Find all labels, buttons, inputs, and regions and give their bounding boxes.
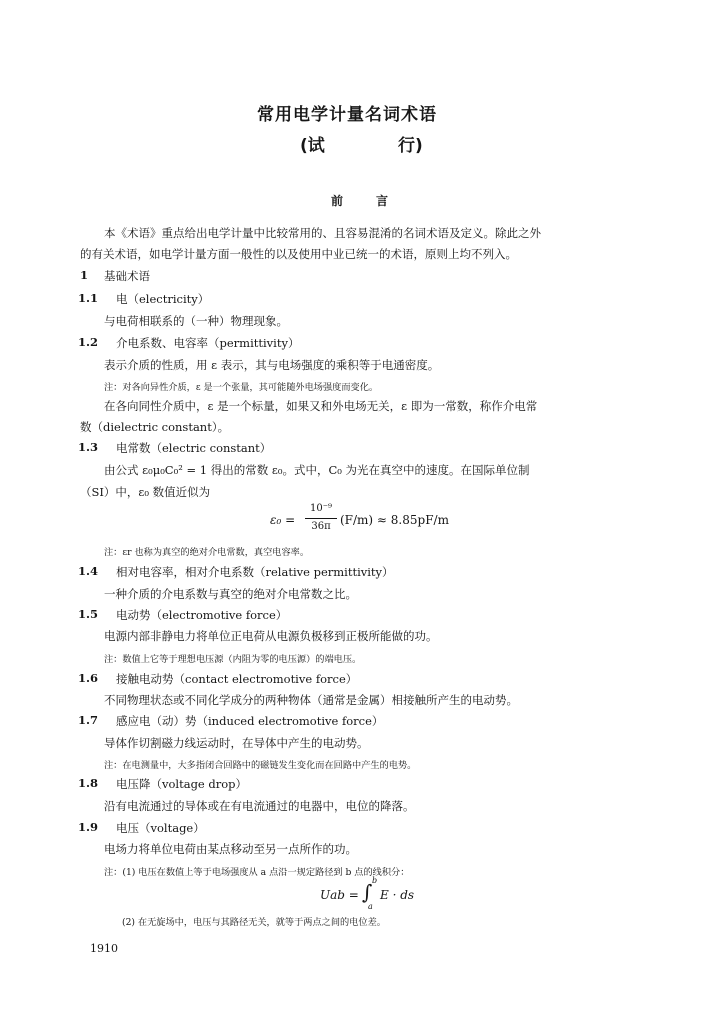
- item-number: 1.2: [78, 335, 99, 349]
- item-term: 相对电容率，相对介电系数（relative permittivity）: [116, 565, 394, 579]
- item-note: 注：在电测量中，大多指闭合回路中的磁链发生变化而在回路中产生的电势。: [104, 760, 417, 771]
- fraction-bar: [305, 518, 337, 519]
- item-number: 1.1: [78, 291, 99, 305]
- item-definition: 电源内部非静电力将单位正电荷从电源负极移到正极所能做的功。: [104, 629, 438, 643]
- item-definition: 沿有电流通过的导体或在有电流通过的电器中，电位的降落。: [104, 799, 415, 813]
- item-number: 1.6: [78, 671, 99, 685]
- preface-heading: 前 言: [331, 194, 392, 208]
- item-number: 1.7: [78, 713, 99, 727]
- formula-rhs: (F/m) ≈ 8.85pF/m: [340, 513, 449, 527]
- formula-denominator: 36π: [311, 521, 331, 532]
- item-definition: 数（dielectric constant）。: [80, 420, 230, 434]
- item-number: 1.5: [78, 607, 99, 621]
- integrand: E · ds: [380, 888, 415, 902]
- item-definition: （SI）中，ε₀ 数值近似为: [80, 485, 211, 499]
- subtitle-right: 行): [398, 136, 423, 156]
- item-definition: 导体作切割磁力线运动时，在导体中产生的电动势。: [104, 736, 369, 750]
- item-note: 注：(1) 电压在数值上等于电场强度从 a 点沿一规定路径到 b 点的线积分：: [104, 867, 410, 878]
- item-definition: 与电荷相联系的（一种）物理现象。: [104, 314, 288, 328]
- item-note: 注：数值上它等于理想电压源（内阻为零的电压源）的端电压。: [104, 654, 362, 665]
- item-term: 接触电动势（contact electromotive force）: [116, 672, 358, 686]
- item-term: 电常数（electric constant）: [116, 441, 272, 455]
- item-term: 电压降（voltage drop）: [116, 777, 248, 791]
- item-definition: 在各向同性介质中，ε 是一个标量，如果又和外电场无关，ε 即为一常数，称作介电常: [104, 399, 538, 413]
- item-note: 注：对各向异性介质，ε 是一个张量，其可能随外电场强度而变化。: [104, 382, 379, 393]
- item-number: 1.4: [78, 564, 99, 578]
- document-title: 常用电学计量名词术语: [257, 105, 437, 125]
- integral-lower-limit: a: [368, 902, 373, 911]
- preface-line-1: 本《术语》重点给出电学计量中比较常用的、且容易混淆的名词术语及定义。除此之外: [104, 226, 541, 240]
- item-term: 电动势（electromotive force）: [116, 608, 288, 622]
- item-number: 1.3: [78, 440, 99, 454]
- item-term: 感应电（动）势（induced electromotive force）: [116, 714, 384, 728]
- item-note: 注：εr 也称为真空的绝对介电常数，真空电容率。: [104, 547, 310, 558]
- section-label: 基础术语: [104, 269, 150, 283]
- item-number: 1.8: [78, 776, 99, 790]
- item-term: 介电系数、电容率（permittivity）: [116, 336, 300, 350]
- formula-numerator: 10⁻⁹: [309, 503, 332, 514]
- subtitle-left: (试: [300, 136, 325, 156]
- item-definition: 表示介质的性质，用 ε 表示，其与电场强度的乘积等于电通密度。: [104, 358, 440, 372]
- integral-upper-limit: b: [372, 876, 378, 885]
- item-note: (2) 在无旋场中，电压与其路径无关，就等于两点之间的电位差。: [122, 917, 386, 928]
- preface-line-2: 的有关术语，如电学计量方面一般性的以及使用中业已统一的术语，原则上均不列入。: [80, 247, 517, 261]
- section-number: 1: [80, 268, 89, 282]
- item-definition: 一种介质的介电系数与真空的绝对介电常数之比。: [104, 587, 357, 601]
- item-definition: 由公式 ε₀μ₀C₀² = 1 得出的常数 ε₀。式中，C₀ 为光在真空中的速度。在国际单位制: [104, 463, 530, 477]
- integral-sign: ∫: [362, 880, 373, 904]
- formula-lhs: ε₀ =: [270, 513, 296, 527]
- item-number: 1.9: [78, 820, 99, 834]
- item-term: 电压（voltage）: [116, 821, 205, 835]
- page-number: 1910: [90, 942, 118, 955]
- item-definition: 不同物理状态或不同化学成分的两种物体（通常是金属）相接触所产生的电动势。: [104, 693, 518, 707]
- formula-lhs: Uab =: [320, 888, 359, 902]
- item-term: 电（electricity）: [116, 292, 210, 306]
- item-definition: 电场力将单位电荷由某点移动至另一点所作的功。: [104, 842, 357, 856]
